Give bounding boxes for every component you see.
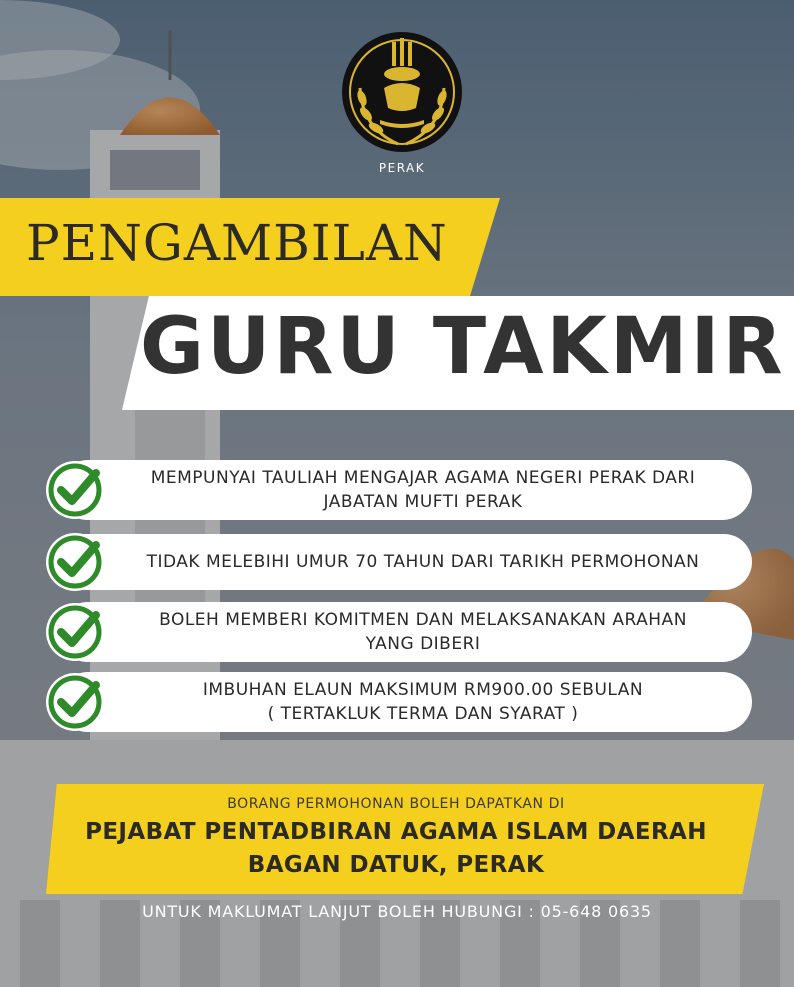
- title-guru-takmir: GURU TAKMIR: [140, 302, 786, 392]
- requirement-text: BOLEH MEMBERI KOMITMEN DAN MELAKSANAKAN ARAHAN YANG DIBERI: [159, 610, 687, 654]
- requirement-item: [44, 534, 752, 590]
- checkmark-icon: [44, 459, 106, 521]
- requirement-text: TIDAK MELEBIHI UMUR 70 TAHUN DARI TARIKH PERMOHONAN: [146, 552, 700, 572]
- requirement-item: [44, 672, 752, 732]
- checkmark-icon: [44, 671, 106, 733]
- checkmark-icon: [44, 601, 106, 663]
- office-name: PEJABAT PENTADBIRAN AGAMA ISLAM DAERAH BAGAN DATUK, PERAK: [85, 819, 707, 878]
- perak-crest-icon: [340, 28, 464, 178]
- requirement-text: MEMPUNYAI TAULIAH MENGAJAR AGAMA NEGERI PERAK DARI JABATAN MUFTI PERAK: [150, 468, 696, 512]
- logo-text: PERAK: [378, 161, 426, 175]
- checkmark-icon: [44, 531, 106, 593]
- contact-text: UNTUK MAKLUMAT LANJUT BOLEH HUBUNGI : 05-648 0635: [142, 902, 652, 921]
- form-intro-text: BORANG PERMOHONAN BOLEH DAPATKAN DI: [227, 796, 565, 812]
- requirement-item: [44, 602, 752, 662]
- requirement-text: IMBUHAN ELAUN MAKSIMUM RM900.00 SEBULAN ( TERTAKLUK TERMA DAN SYARAT ): [202, 680, 644, 724]
- title-pengambilan: PENGAMBILAN: [26, 214, 448, 272]
- requirement-item: [44, 460, 752, 520]
